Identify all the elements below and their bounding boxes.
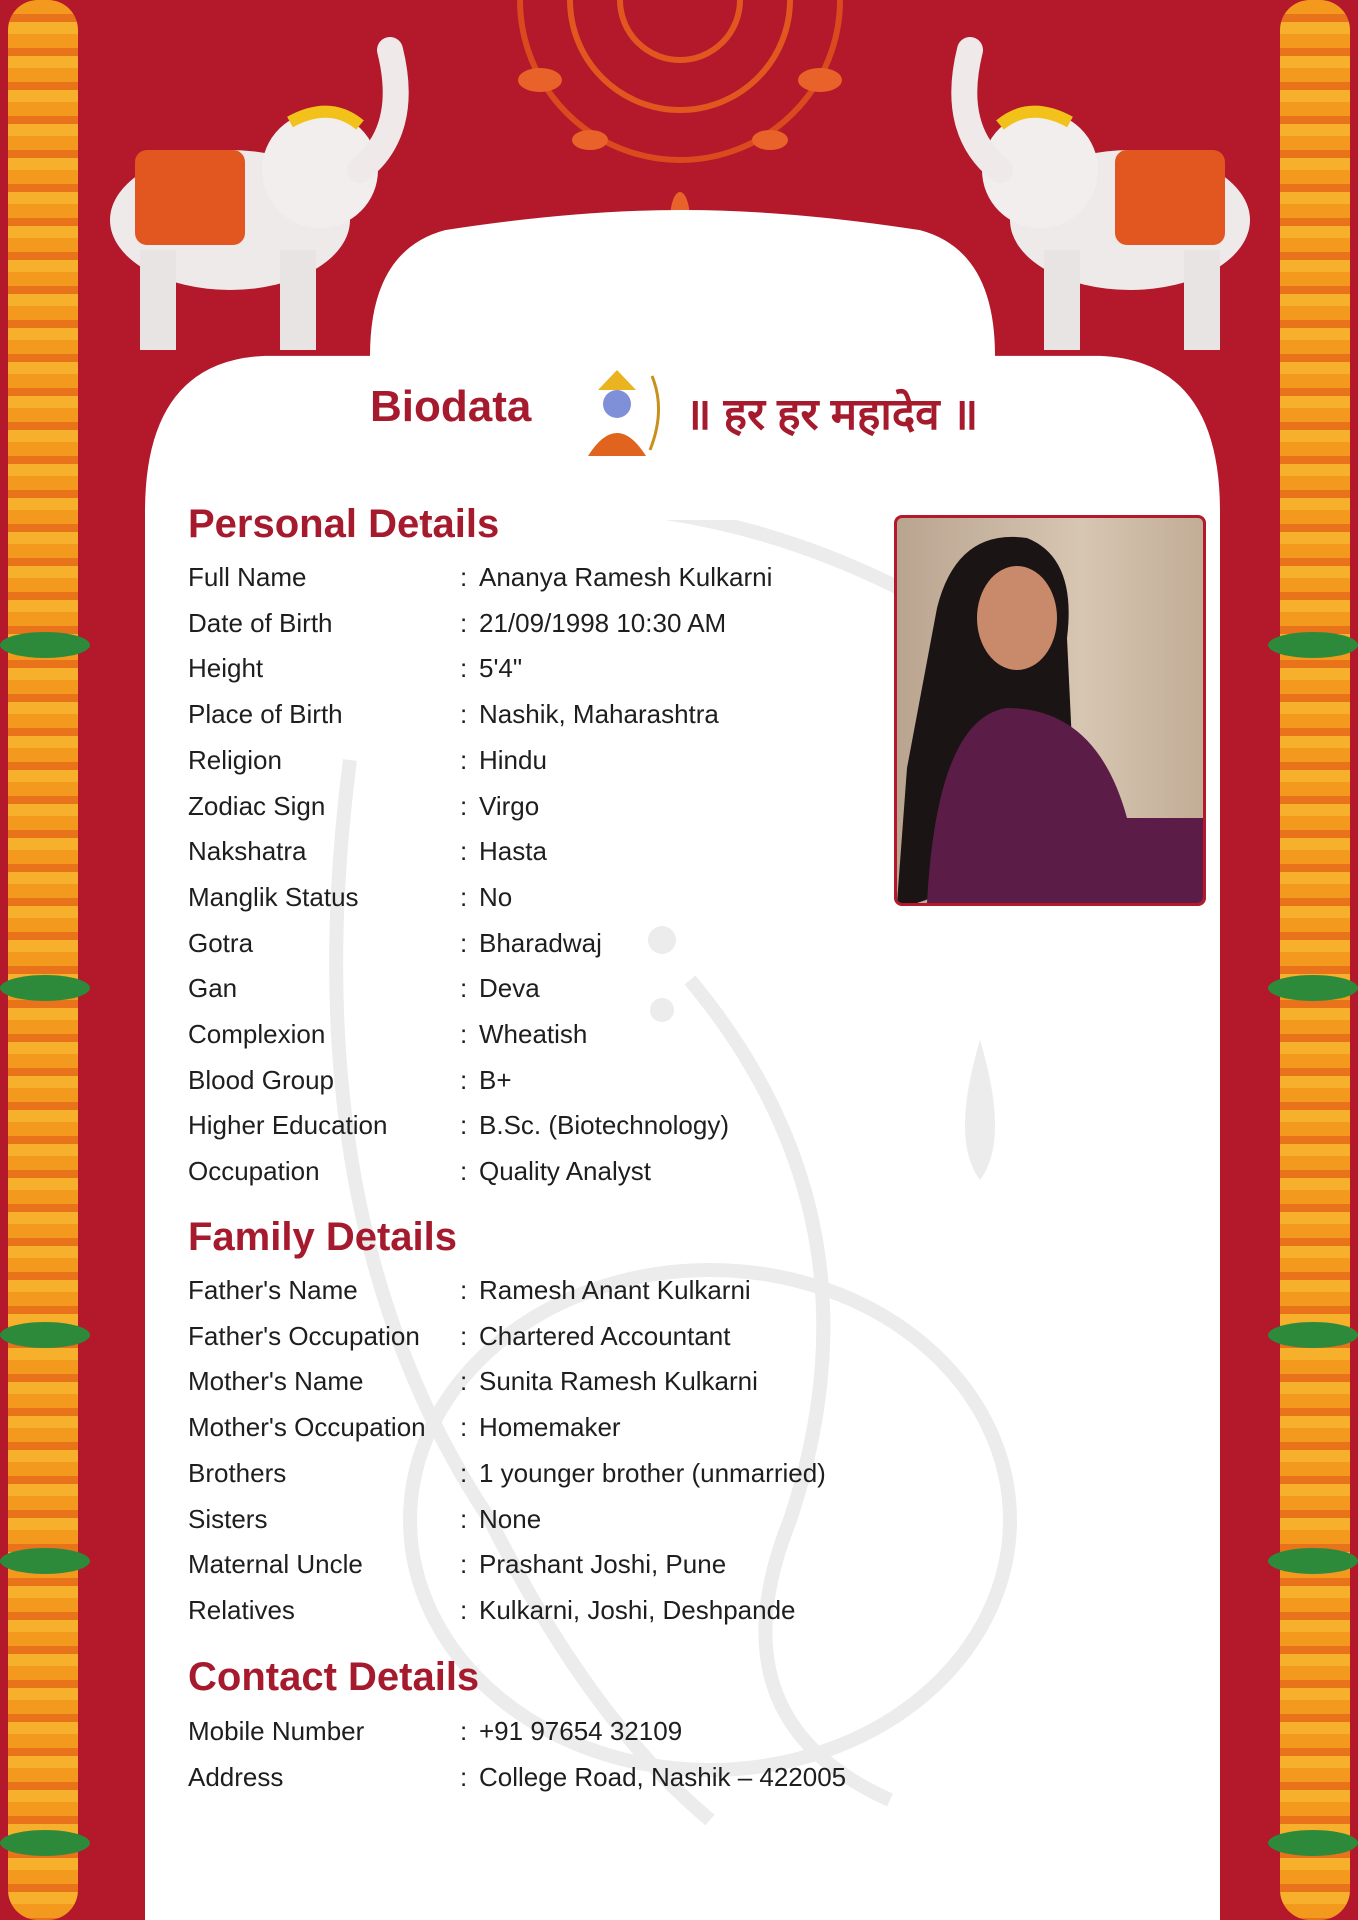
detail-row: [188, 1458, 908, 1498]
leaf-decoration: [0, 1548, 90, 1574]
separator: :: [460, 1716, 468, 1746]
elephant-right-illustration: [950, 30, 1290, 350]
detail-value: Sunita Ramesh Kulkarni: [479, 1366, 758, 1397]
detail-value: Chartered Accountant: [479, 1320, 731, 1351]
detail-row: [188, 1412, 908, 1452]
invocation-text: ॥ हर हर महादेव ॥: [685, 390, 979, 439]
separator: :: [460, 1019, 468, 1049]
separator: :: [460, 607, 468, 638]
detail-value: 21/09/1998 10:30 AM: [479, 607, 727, 638]
detail-value: None: [479, 1503, 542, 1534]
detail-row: [188, 745, 908, 785]
detail-row: [188, 1275, 908, 1315]
separator: :: [460, 653, 468, 684]
detail-label: Full Name: [188, 562, 307, 592]
detail-label: Mother's Occupation: [188, 1412, 426, 1443]
detail-row: [188, 1156, 908, 1196]
leaf-decoration: [0, 975, 90, 1001]
separator: :: [460, 1503, 468, 1534]
family-details-heading: Family Details: [188, 1215, 458, 1259]
detail-row: [188, 1366, 908, 1406]
separator: :: [460, 1320, 468, 1351]
detail-row: [188, 1595, 908, 1635]
separator: :: [460, 1156, 468, 1187]
separator: :: [460, 836, 468, 867]
detail-label: Relatives: [188, 1594, 295, 1625]
detail-value: B+: [479, 1064, 512, 1095]
detail-label: Complexion: [188, 1019, 326, 1049]
detail-label: Blood Group: [188, 1064, 334, 1095]
biodata-header: [0, 370, 1358, 450]
marigold-garland-right: [1280, 0, 1350, 1920]
separator: :: [460, 744, 468, 775]
detail-value: Nashik, Maharashtra: [479, 699, 719, 730]
separator: :: [460, 881, 468, 912]
separator: :: [460, 927, 468, 958]
detail-label: Father's Occupation: [188, 1320, 420, 1351]
detail-value: Prashant Joshi, Pune: [479, 1549, 727, 1580]
marigold-garland-left: [8, 0, 78, 1920]
separator: :: [460, 1412, 468, 1443]
detail-label: Maternal Uncle: [188, 1549, 363, 1580]
separator: :: [460, 790, 468, 821]
detail-value: Quality Analyst: [479, 1156, 651, 1187]
detail-row: [188, 1504, 908, 1544]
detail-row: [188, 973, 908, 1013]
separator: :: [460, 699, 468, 730]
separator: :: [460, 1064, 468, 1095]
detail-row: [188, 1762, 908, 1802]
detail-label: Zodiac Sign: [188, 790, 326, 821]
detail-value: B.Sc. (Biotechnology): [479, 1110, 730, 1141]
separator: :: [460, 1275, 468, 1305]
detail-value: Hasta: [479, 836, 547, 867]
detail-value: +91 97654 32109: [479, 1716, 683, 1746]
detail-label: Sisters: [188, 1503, 268, 1534]
detail-value: College Road, Nashik – 422005: [479, 1761, 847, 1792]
detail-row: [188, 1549, 908, 1589]
detail-value: Ananya Ramesh Kulkarni: [479, 562, 773, 592]
detail-row: [188, 882, 908, 922]
detail-row: [188, 1110, 908, 1150]
separator: :: [460, 1366, 468, 1397]
detail-label: Mobile Number: [188, 1716, 365, 1746]
detail-row: [188, 1321, 908, 1361]
detail-value: Hindu: [479, 744, 547, 775]
separator: :: [460, 1457, 468, 1488]
detail-label: Height: [188, 653, 264, 684]
personal-details-heading: Personal Details: [188, 502, 500, 546]
detail-row: [188, 562, 908, 602]
detail-label: Date of Birth: [188, 607, 333, 638]
separator: :: [460, 1594, 468, 1625]
detail-row: [188, 1065, 908, 1105]
detail-row: [188, 928, 908, 968]
detail-value: Virgo: [479, 790, 540, 821]
detail-value: Ramesh Anant Kulkarni: [479, 1275, 751, 1305]
detail-value: 5'4": [479, 653, 523, 684]
detail-row: [188, 1716, 908, 1756]
detail-value: Deva: [479, 973, 540, 1004]
detail-label: Brothers: [188, 1457, 287, 1488]
detail-label: Address: [188, 1761, 284, 1792]
leaf-decoration: [0, 1830, 90, 1856]
leaf-decoration: [1268, 1548, 1358, 1574]
detail-value: Homemaker: [479, 1412, 621, 1443]
detail-label: Gan: [188, 973, 238, 1004]
leaf-decoration: [0, 632, 90, 658]
separator: :: [460, 1549, 468, 1580]
leaf-decoration: [0, 1322, 90, 1348]
detail-row: [188, 1019, 908, 1059]
leaf-decoration: [1268, 1322, 1358, 1348]
detail-label: Religion: [188, 744, 282, 775]
detail-label: Nakshatra: [188, 836, 307, 867]
detail-row: [188, 791, 908, 831]
separator: :: [460, 1110, 468, 1141]
detail-label: Mother's Name: [188, 1366, 364, 1397]
detail-value: Bharadwaj: [479, 927, 602, 958]
detail-label: Place of Birth: [188, 699, 343, 730]
separator: :: [460, 973, 468, 1004]
leaf-decoration: [1268, 975, 1358, 1001]
separator: :: [460, 1761, 468, 1792]
page-title: Biodata: [370, 382, 532, 431]
person-silhouette: [897, 518, 1203, 903]
contact-details-heading: Contact Details: [188, 1655, 480, 1699]
detail-row: [188, 836, 908, 876]
detail-value: Kulkarni, Joshi, Deshpande: [479, 1594, 796, 1625]
detail-label: Occupation: [188, 1156, 320, 1187]
separator: :: [460, 562, 468, 592]
deity-image: [568, 370, 666, 456]
detail-value: No: [479, 881, 513, 912]
detail-label: Gotra: [188, 927, 254, 958]
detail-row: [188, 653, 908, 693]
detail-label: Father's Name: [188, 1275, 358, 1305]
detail-row: [188, 608, 908, 648]
detail-label: Manglik Status: [188, 881, 359, 912]
detail-value: Wheatish: [479, 1019, 588, 1049]
detail-label: Higher Education: [188, 1110, 388, 1141]
profile-photo: [894, 515, 1206, 906]
elephant-left-illustration: [70, 30, 410, 350]
detail-value: 1 younger brother (unmarried): [479, 1457, 826, 1488]
detail-row: [188, 699, 908, 739]
leaf-decoration: [1268, 632, 1358, 658]
leaf-decoration: [1268, 1830, 1358, 1856]
